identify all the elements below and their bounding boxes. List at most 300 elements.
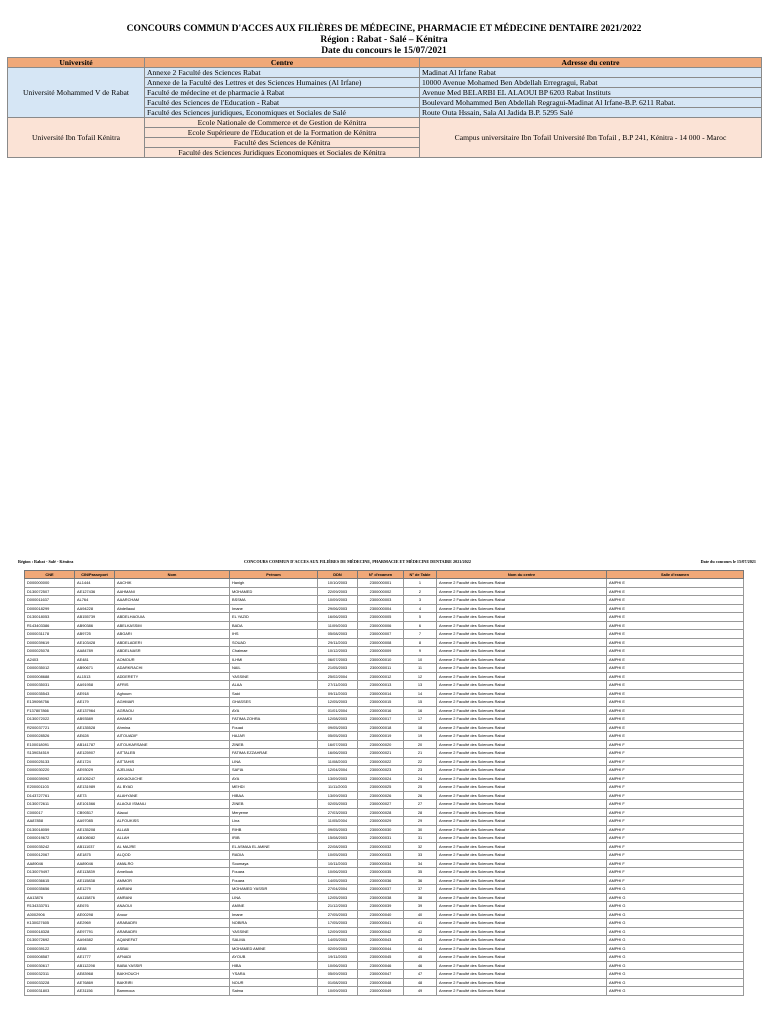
table-cell: AMPHI F	[607, 783, 744, 792]
table-cell: Annexe 2 Faculté des Sciences Rabat	[437, 953, 607, 962]
table-cell: D130072507	[25, 587, 75, 596]
table-cell: AMPHI G	[607, 944, 744, 953]
table-cell: AITOUADIF	[115, 732, 230, 741]
table-cell: Annexe 2 Faculté des Sciences Rabat	[437, 706, 607, 715]
table-row	[25, 604, 744, 613]
table-cell: AE83968	[75, 970, 115, 979]
table-cell: AE135528	[75, 723, 115, 732]
table-cell: ADARKRACHI	[115, 664, 230, 673]
centre-row-kenitra	[8, 118, 762, 128]
table-cell: NAIL	[230, 664, 318, 673]
table-cell: Annexe 2 Faculté des Sciences Rabat	[437, 757, 607, 766]
table-cell: BADA	[230, 621, 318, 630]
table-row	[25, 910, 744, 919]
table-cell: ABDELHAOUIA	[115, 613, 230, 622]
table-cell: Hanigh	[230, 579, 318, 588]
table-cell: D130079497	[25, 868, 75, 877]
table-cell: 19	[404, 732, 437, 741]
table-cell: BAKRIRI	[115, 978, 230, 987]
table-cell: ALFOUKISS	[115, 817, 230, 826]
column-header: N° d'examen	[358, 571, 404, 579]
table-cell: AMPHI F	[607, 800, 744, 809]
centre-address: Avenue Med BELARBI EL ALAOUI BP 6203 Rabat Instituts	[420, 88, 762, 98]
table-cell: D000039619	[25, 638, 75, 647]
table-cell: SAFIA	[230, 766, 318, 775]
table-row	[25, 791, 744, 800]
table-cell: AMPHI F	[607, 868, 744, 877]
table-cell: D000033228	[25, 978, 75, 987]
table-cell: E139098756	[25, 698, 75, 707]
table-cell: EL ASMAA EL AMINE	[230, 842, 318, 851]
table-cell: 16	[404, 706, 437, 715]
table-cell: IRIB	[230, 834, 318, 843]
table-cell: AMPHI E	[607, 621, 744, 630]
table-cell: D130018059	[25, 825, 75, 834]
table-row	[25, 842, 744, 851]
table-cell: E200001103	[25, 783, 75, 792]
table-cell: ADDERETY	[115, 672, 230, 681]
table-cell: 09/11/2003	[318, 689, 358, 698]
table-cell: 19/11/2003	[318, 953, 358, 962]
table-cell: 2300000022	[358, 757, 404, 766]
table-cell: HAJAR	[230, 732, 318, 741]
table-cell: YSARA	[230, 970, 318, 979]
table-cell: AE127436	[75, 587, 115, 596]
table-cell: Annexe 2 Faculté des Sciences Rabat	[437, 851, 607, 860]
table-cell: 2300000048	[358, 978, 404, 987]
table-row	[25, 936, 744, 945]
page-2-header	[12, 556, 756, 570]
table-cell: 2300000037	[358, 885, 404, 894]
table-cell: AMPHI E	[607, 715, 744, 724]
table-cell: AMPHI E	[607, 638, 744, 647]
table-cell: 29/06/2003	[318, 604, 358, 613]
table-cell: 01/01/2004	[318, 706, 358, 715]
table-row	[25, 732, 744, 741]
table-row	[25, 774, 744, 783]
table-cell: Annexe 2 Faculté des Sciences Rabat	[437, 970, 607, 979]
table-cell: AMPHI G	[607, 910, 744, 919]
table-cell: Annexe 2 Faculté des Sciences Rabat	[437, 902, 607, 911]
table-cell: 22	[404, 757, 437, 766]
table-cell: AMPHI F	[607, 817, 744, 826]
table-cell: Annexe 2 Faculté des Sciences Rabat	[437, 647, 607, 656]
table-cell: BSSMA	[230, 596, 318, 605]
table-cell: GHASSES	[230, 698, 318, 707]
table-cell: AL1444	[75, 579, 115, 588]
table-cell: AMPHI G	[607, 953, 744, 962]
table-cell: 16/06/2003	[318, 613, 358, 622]
table-cell: MOHAMED AMINE	[230, 944, 318, 953]
table-cell: AMPHI F	[607, 851, 744, 860]
table-cell: Imane	[230, 910, 318, 919]
table-row	[25, 885, 744, 894]
table-row	[25, 766, 744, 775]
table-cell: Annexe 2 Faculté des Sciences Rabat	[437, 868, 607, 877]
table-cell: 06/07/2003	[318, 655, 358, 664]
table-cell: Annexe 2 Faculté des Sciences Rabat	[437, 723, 607, 732]
university-rabat: Université Mohammed V de Rabat	[8, 68, 145, 118]
table-cell: AB90671	[75, 664, 115, 673]
table-cell: 11/09/2003	[318, 621, 358, 630]
table-cell: BABA YASSIR	[115, 961, 230, 970]
table-cell: AE97791	[75, 927, 115, 936]
table-cell: AGRAOU	[115, 706, 230, 715]
table-cell: ABDELNASR	[115, 647, 230, 656]
table-cell: 2300000014	[358, 689, 404, 698]
table-cell: 48	[404, 978, 437, 987]
table-cell: D000025133	[25, 757, 75, 766]
table-cell: AMPHI G	[607, 919, 744, 928]
table-cell: Annexe 2 Faculté des Sciences Rabat	[437, 579, 607, 588]
table-cell: AE179	[75, 698, 115, 707]
table-cell: 7	[404, 630, 437, 639]
table-cell: AB155739	[75, 613, 115, 622]
table-cell: ALLAB	[115, 825, 230, 834]
table-cell: 47	[404, 970, 437, 979]
table-cell: AL MAJRE	[115, 842, 230, 851]
table-cell: AMPHI E	[607, 613, 744, 622]
table-cell: 32	[404, 842, 437, 851]
table-cell: AE131989	[75, 783, 115, 792]
table-cell: Soumaya	[230, 859, 318, 868]
table-cell: Annexe 2 Faculté des Sciences Rabat	[437, 630, 607, 639]
table-cell: NOUR	[230, 978, 318, 987]
table-cell: D130018053	[25, 613, 75, 622]
table-row	[25, 698, 744, 707]
table-cell: AMPHI F	[607, 774, 744, 783]
table-cell: C000017	[25, 808, 75, 817]
table-cell: 10/12/2003	[318, 647, 358, 656]
page-2-title: CONCOURS COMMUN D'ACCES AUX FILIÈRES DE MÉDECINE, PHARMACIE ET MÉDECINE DENTAIRE 2021/2022	[244, 559, 471, 564]
table-cell: D130072692	[25, 936, 75, 945]
table-cell: Annexe 2 Faculté des Sciences Rabat	[437, 655, 607, 664]
table-cell: AMPHI F	[607, 825, 744, 834]
table-row	[25, 706, 744, 715]
table-cell: Ahmina	[115, 723, 230, 732]
table-cell: D143727761	[25, 791, 75, 800]
table-row	[25, 919, 744, 928]
table-cell: 10/09/2003	[318, 987, 358, 996]
table-cell: 23	[404, 766, 437, 775]
table-cell: Annexe 2 Faculté des Sciences Rabat	[437, 681, 607, 690]
table-cell: 35	[404, 868, 437, 877]
table-cell: AE1279	[75, 885, 115, 894]
table-cell: 2300000005	[358, 613, 404, 622]
table-cell: Amellouk	[115, 868, 230, 877]
table-cell: Annexe 2 Faculté des Sciences Rabat	[437, 800, 607, 809]
table-cell: D000035543	[25, 689, 75, 698]
table-cell: 2300000020	[358, 740, 404, 749]
table-cell: 30	[404, 825, 437, 834]
table-cell: D000011637	[25, 596, 75, 605]
header-centre: Centre	[145, 58, 420, 68]
table-cell: Annexe 2 Faculté des Sciences Rabat	[437, 664, 607, 673]
table-cell: 2300000030	[358, 825, 404, 834]
table-cell: 2300000034	[358, 859, 404, 868]
table-cell: Said	[230, 689, 318, 698]
table-cell: AA87858	[25, 817, 75, 826]
table-cell: AB93589	[75, 715, 115, 724]
table-cell: 12/09/2003	[318, 927, 358, 936]
table-cell: ILHMI	[230, 655, 318, 664]
table-cell: AMPHI E	[607, 596, 744, 605]
table-cell: Anour	[115, 910, 230, 919]
table-cell: AMPHI E	[607, 706, 744, 715]
table-cell: 09/05/2003	[318, 723, 358, 732]
table-cell: MOHAMED YASSIR	[230, 885, 318, 894]
table-cell: AMPHI F	[607, 749, 744, 758]
table-row	[25, 834, 744, 843]
table-cell: AMPHI G	[607, 902, 744, 911]
table-row	[25, 723, 744, 732]
table-cell: AMPHI F	[607, 808, 744, 817]
table-cell: D000035012	[25, 664, 75, 673]
table-cell: EL YAZID	[230, 613, 318, 622]
centre-address: 10000 Avenue Mohamed Ben Abdellah Erregragui, Rabat	[420, 78, 762, 88]
centre-row-rabat	[8, 68, 762, 78]
table-cell: AE137964	[75, 706, 115, 715]
table-cell: 2300000033	[358, 851, 404, 860]
table-cell: Annexe 2 Faculté des Sciences Rabat	[437, 698, 607, 707]
table-cell: 2300000039	[358, 902, 404, 911]
table-cell: AA84789	[75, 647, 115, 656]
table-cell: AE115838	[75, 876, 115, 885]
table-cell: Annexe 2 Faculté des Sciences Rabat	[437, 715, 607, 724]
table-cell: E100018091	[25, 740, 75, 749]
table-cell: 21/05/2003	[318, 664, 358, 673]
table-cell: 2300000044	[358, 944, 404, 953]
table-cell: F137807866	[25, 706, 75, 715]
table-cell: 2300000031	[358, 834, 404, 843]
table-cell: 41	[404, 919, 437, 928]
table-cell: AMPHI E	[607, 647, 744, 656]
table-cell: 6	[404, 621, 437, 630]
table-cell: 02/05/2003	[318, 800, 358, 809]
column-header: DDN	[318, 571, 358, 579]
table-row	[25, 655, 744, 664]
table-cell: Lina	[230, 817, 318, 826]
table-cell: 12/05/2003	[318, 893, 358, 902]
column-header: CIN/Passeport	[75, 571, 115, 579]
table-cell: D000019672	[25, 834, 75, 843]
table-cell: D000031803	[25, 987, 75, 996]
table-cell: AB90386	[75, 621, 115, 630]
table-cell: AMPHI E	[607, 732, 744, 741]
table-cell: 2300000023	[358, 766, 404, 775]
table-row	[25, 715, 744, 724]
table-cell: 15	[404, 698, 437, 707]
table-cell: 14	[404, 689, 437, 698]
table-cell: 10/09/2003	[318, 596, 358, 605]
table-cell: AHAMDI	[115, 715, 230, 724]
table-cell: ZINEB	[230, 800, 318, 809]
table-cell: 2300000008	[358, 638, 404, 647]
table-cell: LINA	[230, 893, 318, 902]
column-header: Nom	[115, 571, 230, 579]
table-cell: 36	[404, 876, 437, 885]
table-cell: ABDELADERI	[115, 638, 230, 647]
table-cell: 11/08/2003	[318, 757, 358, 766]
table-cell: 2300000011	[358, 664, 404, 673]
table-cell: FATIMA ZOHRA	[230, 715, 318, 724]
table-cell: 8	[404, 638, 437, 647]
centre-name: Faculté des Sciences de Kénitra	[145, 138, 420, 148]
header-universite: Université	[8, 58, 145, 68]
table-row	[25, 647, 744, 656]
table-cell: 2300000016	[358, 706, 404, 715]
table-cell: 27/04/2004	[318, 885, 358, 894]
table-cell: AL1513	[75, 672, 115, 681]
table-cell: AMPHI E	[607, 672, 744, 681]
table-cell: 27	[404, 800, 437, 809]
table-cell: LINA	[230, 757, 318, 766]
table-cell: 2300000036	[358, 876, 404, 885]
table-cell: 16/07/2003	[318, 740, 358, 749]
table-row	[25, 970, 744, 979]
table-cell: Annexe 2 Faculté des Sciences Rabat	[437, 885, 607, 894]
table-cell: CB90517	[75, 808, 115, 817]
table-cell: 2300000013	[358, 681, 404, 690]
table-cell: AA97085	[75, 817, 115, 826]
table-cell: D130072022	[25, 715, 75, 724]
table-cell: RIHB	[230, 825, 318, 834]
candidates-header-row	[25, 571, 744, 579]
table-row	[25, 927, 744, 936]
table-cell: AMPHI G	[607, 978, 744, 987]
table-cell: 27/11/2003	[318, 681, 358, 690]
university-kenitra: Université Ibn Tofail Kénitra	[8, 118, 145, 158]
table-cell: 29	[404, 817, 437, 826]
table-cell: AKKAOUICHE	[115, 774, 230, 783]
table-cell: 2300000029	[358, 817, 404, 826]
table-row	[25, 664, 744, 673]
table-cell: 2300000025	[358, 783, 404, 792]
table-cell: MEHDI	[230, 783, 318, 792]
table-row	[25, 961, 744, 970]
table-cell: SALMA	[230, 936, 318, 945]
table-cell: 12/08/2003	[318, 715, 358, 724]
table-row	[25, 978, 744, 987]
table-cell: ALQOD	[115, 851, 230, 860]
table-cell: Annexe 2 Faculté des Sciences Rabat	[437, 936, 607, 945]
table-row	[25, 757, 744, 766]
table-cell: YASSINE	[230, 672, 318, 681]
table-row	[25, 621, 744, 630]
table-cell: AE103428	[75, 638, 115, 647]
table-cell: AFNADI	[115, 953, 230, 962]
table-cell: AMPHI G	[607, 987, 744, 996]
table-cell: AA89046	[75, 859, 115, 868]
table-cell: Fouara	[230, 876, 318, 885]
table-cell: AITOUKARSANE	[115, 740, 230, 749]
table-cell: 05/09/2003	[318, 970, 358, 979]
table-cell: AMPHI E	[607, 698, 744, 707]
table-cell: Annexe 2 Faculté des Sciences Rabat	[437, 944, 607, 953]
table-cell: AMPHI G	[607, 961, 744, 970]
table-cell: AA115876	[75, 893, 115, 902]
table-row	[25, 689, 744, 698]
table-cell: Annexe 2 Faculté des Sciences Rabat	[437, 604, 607, 613]
table-cell: ARABADRI	[115, 919, 230, 928]
table-cell: Annexe 2 Faculté des Sciences Rabat	[437, 978, 607, 987]
document-title: CONCOURS COMMUN D'ACCES AUX FILIÈRES DE MÉDECINE, PHARMACIE ET MÉDECINE DENTAIRE 2021/2022	[126, 24, 642, 34]
table-cell: AITTAHIS	[115, 757, 230, 766]
table-cell: AE105247	[75, 774, 115, 783]
table-cell: R134333751	[25, 902, 75, 911]
table-cell: Annexe 2 Faculté des Sciences Rabat	[437, 587, 607, 596]
centres-header-row	[8, 58, 762, 68]
table-cell: D000030220	[25, 766, 75, 775]
table-row	[25, 808, 744, 817]
table-cell: D000039092	[25, 774, 75, 783]
table-cell: AB112298	[75, 961, 115, 970]
table-cell: A0002906	[25, 910, 75, 919]
table-cell: 3	[404, 596, 437, 605]
table-cell: HIBAA	[230, 791, 318, 800]
table-cell: RADIA	[230, 851, 318, 860]
table-cell: 9	[404, 647, 437, 656]
table-cell: 12/04/2004	[318, 766, 358, 775]
table-cell: AJELMAJ	[115, 766, 230, 775]
candidates-table	[24, 570, 744, 996]
table-cell: 33	[404, 851, 437, 860]
table-cell: Salma	[230, 987, 318, 996]
table-cell: 2300000038	[358, 893, 404, 902]
centre-address: Route Outa Hssain, Sala Al Jadida B.P. 5295 Salé	[420, 108, 762, 118]
table-cell: 2300000024	[358, 774, 404, 783]
table-cell: 39	[404, 902, 437, 911]
table-cell: 2300000026	[358, 791, 404, 800]
table-cell: 2300000047	[358, 970, 404, 979]
table-cell: 22/08/2003	[318, 842, 358, 851]
table-cell: AMPHI G	[607, 936, 744, 945]
table-cell: AE1777	[75, 953, 115, 962]
table-cell: D130072611	[25, 800, 75, 809]
centre-address: Boulevard Mohammed Ben Abdellah Regragui-Madinat Al Irfane-B.P. 6211 Rabat.	[420, 98, 762, 108]
table-cell: 2300000021	[358, 749, 404, 758]
table-cell: AE125907	[75, 749, 115, 758]
table-cell: 2300000010	[358, 655, 404, 664]
table-cell: AMPHI E	[607, 655, 744, 664]
table-cell: Alaoui	[115, 808, 230, 817]
table-cell: 12	[404, 672, 437, 681]
table-cell: ASBAI	[115, 944, 230, 953]
table-cell: 2300000032	[358, 842, 404, 851]
table-cell: 18	[404, 723, 437, 732]
table-cell: D000036615	[25, 876, 75, 885]
table-cell: 14/05/2003	[318, 936, 358, 945]
table-cell: R200037721	[25, 723, 75, 732]
table-cell: Annexe 2 Faculté des Sciences Rabat	[437, 749, 607, 758]
table-cell: ABGARI	[115, 630, 230, 639]
table-cell: MOHAMED	[230, 587, 318, 596]
table-cell: 10/06/2003	[318, 961, 358, 970]
table-cell: D000031178	[25, 630, 75, 639]
table-cell: 10/05/2003	[318, 851, 358, 860]
column-header: Prénom	[230, 571, 318, 579]
table-cell: 11	[404, 664, 437, 673]
column-header: Nom du centre	[437, 571, 607, 579]
table-cell: AMPHI G	[607, 885, 744, 894]
table-cell: Imane	[230, 604, 318, 613]
centre-name: Faculté des Sciences juridiques, Economiques et Sociales de Salé	[145, 108, 420, 118]
table-cell: AB141787	[75, 740, 115, 749]
table-cell: 21	[404, 749, 437, 758]
table-cell: AMPHI F	[607, 740, 744, 749]
table-cell: AE2969	[75, 919, 115, 928]
table-cell: Annexe 2 Faculté des Sciences Rabat	[437, 876, 607, 885]
